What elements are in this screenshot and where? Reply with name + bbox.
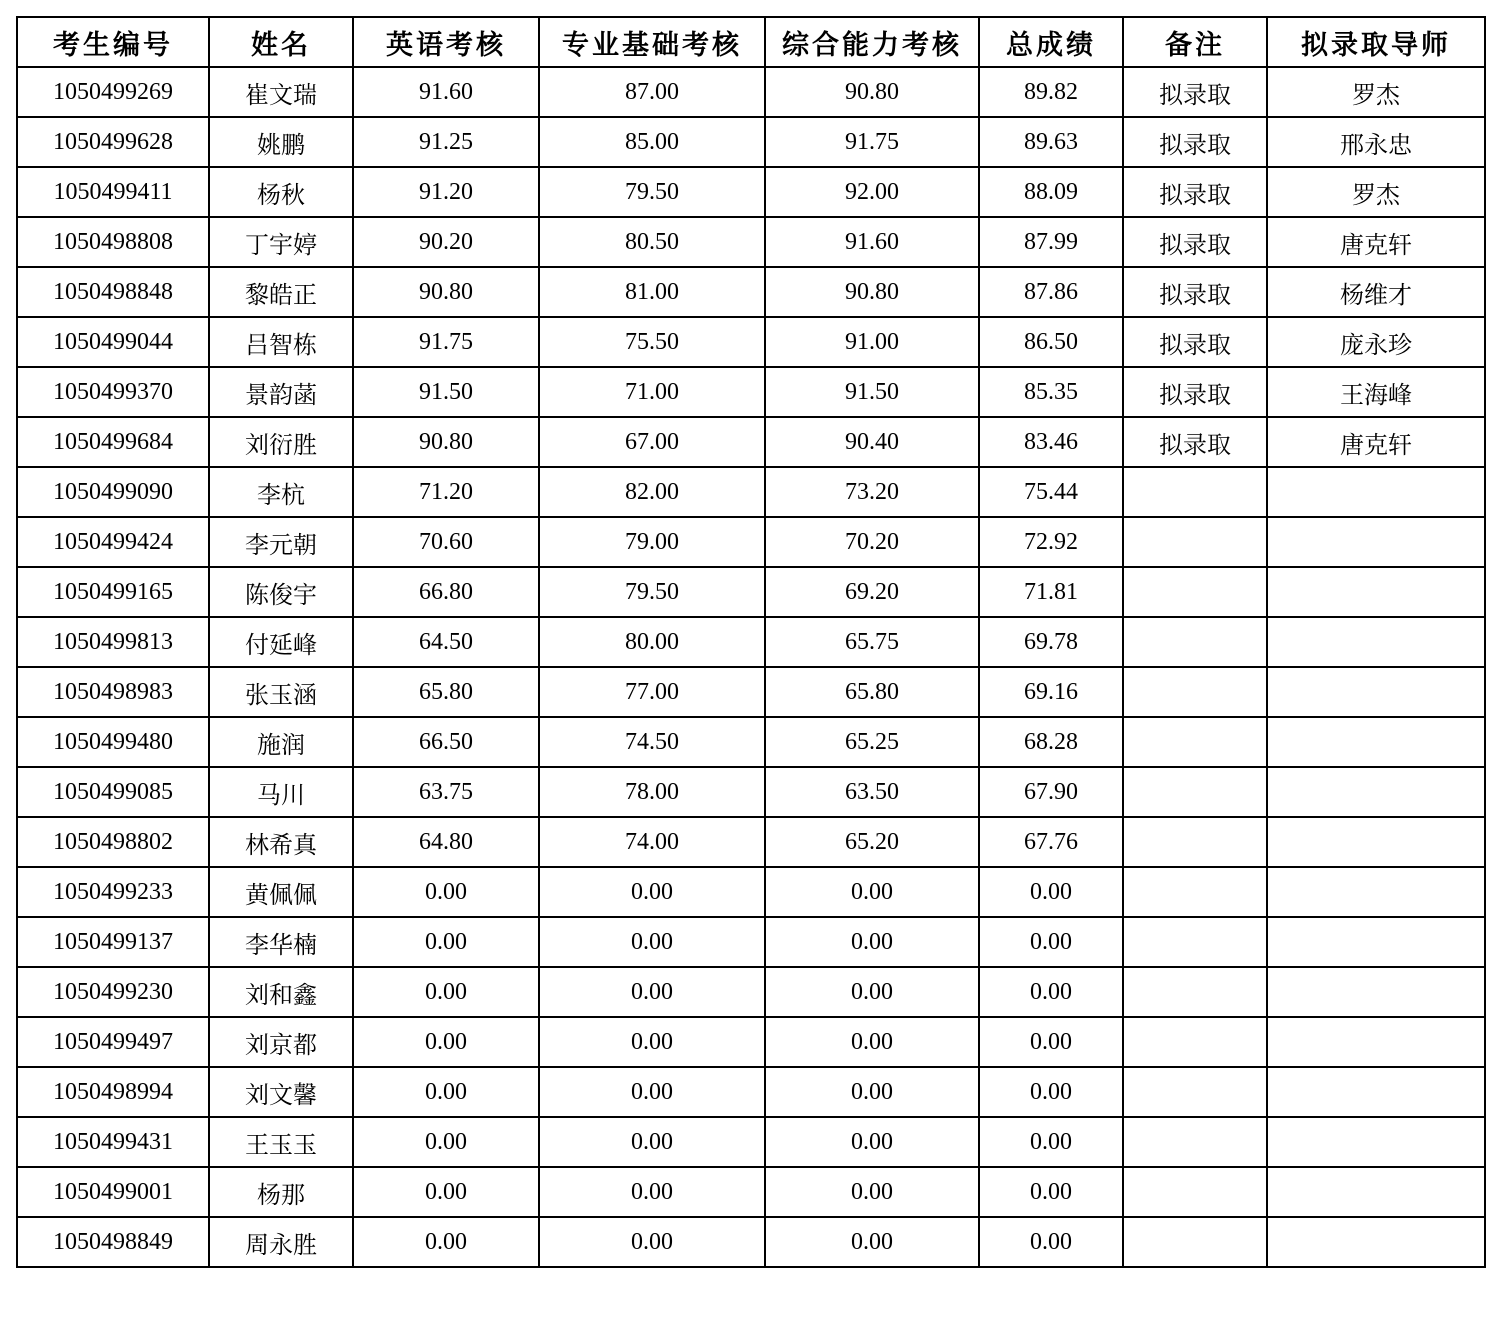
- cell-english-score: 65.80: [353, 667, 539, 717]
- table-row: [17, 467, 1485, 517]
- cell-english-score: 0.00: [353, 1117, 539, 1167]
- cell-comprehensive-score: 91.00: [765, 317, 979, 367]
- cell-professional-score: 0.00: [539, 1167, 765, 1217]
- table-header: [17, 17, 1485, 67]
- cell-name: 张玉涵: [209, 667, 353, 717]
- table-row: [17, 617, 1485, 667]
- cell-comprehensive-score: 0.00: [765, 967, 979, 1017]
- table-row: [17, 1217, 1485, 1267]
- cell-name: 林希真: [209, 817, 353, 867]
- cell-english-score: 0.00: [353, 967, 539, 1017]
- header-cell-total: 总成绩: [979, 17, 1123, 67]
- cell-comprehensive-score: 91.75: [765, 117, 979, 167]
- cell-remark: [1123, 1167, 1267, 1217]
- cell-advisor: [1267, 1167, 1485, 1217]
- cell-comprehensive-score: 0.00: [765, 1017, 979, 1067]
- header-cell-name: 姓名: [209, 17, 353, 67]
- cell-english-score: 91.20: [353, 167, 539, 217]
- cell-name: 施润: [209, 717, 353, 767]
- cell-english-score: 90.80: [353, 417, 539, 467]
- cell-english-score: 0.00: [353, 1167, 539, 1217]
- cell-total-score: 86.50: [979, 317, 1123, 367]
- cell-total-score: 83.46: [979, 417, 1123, 467]
- cell-candidate-id: 1050499269: [17, 67, 209, 117]
- cell-total-score: 85.35: [979, 367, 1123, 417]
- cell-total-score: 69.16: [979, 667, 1123, 717]
- cell-name: 黎皓正: [209, 267, 353, 317]
- cell-comprehensive-score: 0.00: [765, 867, 979, 917]
- cell-remark: [1123, 717, 1267, 767]
- header-cell-professional: 专业基础考核: [539, 17, 765, 67]
- cell-candidate-id: 1050499411: [17, 167, 209, 217]
- cell-name: 刘衍胜: [209, 417, 353, 467]
- cell-english-score: 0.00: [353, 1017, 539, 1067]
- cell-name: 刘和鑫: [209, 967, 353, 1017]
- cell-advisor: [1267, 767, 1485, 817]
- cell-total-score: 87.86: [979, 267, 1123, 317]
- cell-total-score: 0.00: [979, 917, 1123, 967]
- cell-english-score: 90.80: [353, 267, 539, 317]
- table-row: [17, 217, 1485, 267]
- cell-candidate-id: 1050499424: [17, 517, 209, 567]
- cell-remark: 拟录取: [1123, 117, 1267, 167]
- cell-total-score: 0.00: [979, 1067, 1123, 1117]
- cell-professional-score: 81.00: [539, 267, 765, 317]
- cell-remark: [1123, 517, 1267, 567]
- cell-candidate-id: 1050498808: [17, 217, 209, 267]
- cell-professional-score: 82.00: [539, 467, 765, 517]
- cell-professional-score: 75.50: [539, 317, 765, 367]
- cell-remark: [1123, 867, 1267, 917]
- cell-advisor: [1267, 1117, 1485, 1167]
- cell-total-score: 71.81: [979, 567, 1123, 617]
- cell-english-score: 70.60: [353, 517, 539, 567]
- cell-remark: 拟录取: [1123, 367, 1267, 417]
- header-cell-id: 考生编号: [17, 17, 209, 67]
- cell-name: 付延峰: [209, 617, 353, 667]
- cell-advisor: 罗杰: [1267, 167, 1485, 217]
- cell-total-score: 75.44: [979, 467, 1123, 517]
- table-row: [17, 817, 1485, 867]
- cell-candidate-id: 1050499480: [17, 717, 209, 767]
- cell-comprehensive-score: 0.00: [765, 1067, 979, 1117]
- cell-english-score: 91.25: [353, 117, 539, 167]
- cell-english-score: 0.00: [353, 917, 539, 967]
- table-row: [17, 367, 1485, 417]
- cell-remark: 拟录取: [1123, 417, 1267, 467]
- cell-professional-score: 80.50: [539, 217, 765, 267]
- cell-name: 吕智栋: [209, 317, 353, 367]
- table-body: [17, 67, 1485, 1267]
- cell-advisor: 邢永忠: [1267, 117, 1485, 167]
- cell-name: 周永胜: [209, 1217, 353, 1267]
- cell-remark: [1123, 1067, 1267, 1117]
- cell-english-score: 63.75: [353, 767, 539, 817]
- cell-professional-score: 87.00: [539, 67, 765, 117]
- cell-name: 姚鹏: [209, 117, 353, 167]
- cell-candidate-id: 1050499230: [17, 967, 209, 1017]
- cell-remark: [1123, 917, 1267, 967]
- cell-total-score: 88.09: [979, 167, 1123, 217]
- cell-advisor: 罗杰: [1267, 67, 1485, 117]
- cell-comprehensive-score: 69.20: [765, 567, 979, 617]
- cell-remark: [1123, 567, 1267, 617]
- cell-candidate-id: 1050499090: [17, 467, 209, 517]
- cell-remark: [1123, 967, 1267, 1017]
- cell-professional-score: 0.00: [539, 1067, 765, 1117]
- cell-remark: 拟录取: [1123, 217, 1267, 267]
- cell-comprehensive-score: 90.80: [765, 267, 979, 317]
- cell-remark: [1123, 1217, 1267, 1267]
- cell-total-score: 72.92: [979, 517, 1123, 567]
- cell-candidate-id: 1050499370: [17, 367, 209, 417]
- cell-english-score: 66.50: [353, 717, 539, 767]
- table-row: [17, 867, 1485, 917]
- cell-total-score: 68.28: [979, 717, 1123, 767]
- cell-candidate-id: 1050499165: [17, 567, 209, 617]
- cell-remark: 拟录取: [1123, 317, 1267, 367]
- cell-comprehensive-score: 91.50: [765, 367, 979, 417]
- table-row: [17, 567, 1485, 617]
- cell-advisor: [1267, 967, 1485, 1017]
- cell-total-score: 0.00: [979, 1117, 1123, 1167]
- cell-english-score: 0.00: [353, 867, 539, 917]
- cell-advisor: [1267, 1217, 1485, 1267]
- cell-advisor: 杨维才: [1267, 267, 1485, 317]
- cell-professional-score: 0.00: [539, 967, 765, 1017]
- table-row: [17, 967, 1485, 1017]
- cell-comprehensive-score: 0.00: [765, 1167, 979, 1217]
- cell-comprehensive-score: 90.80: [765, 67, 979, 117]
- table-row: [17, 267, 1485, 317]
- cell-comprehensive-score: 0.00: [765, 917, 979, 967]
- cell-name: 崔文瑞: [209, 67, 353, 117]
- cell-name: 丁宇婷: [209, 217, 353, 267]
- cell-name: 李杭: [209, 467, 353, 517]
- cell-advisor: [1267, 667, 1485, 717]
- cell-total-score: 67.76: [979, 817, 1123, 867]
- table-row: [17, 717, 1485, 767]
- table-row: [17, 417, 1485, 467]
- cell-candidate-id: 1050498983: [17, 667, 209, 717]
- cell-advisor: 王海峰: [1267, 367, 1485, 417]
- cell-total-score: 89.82: [979, 67, 1123, 117]
- cell-remark: [1123, 1017, 1267, 1067]
- cell-candidate-id: 1050499628: [17, 117, 209, 167]
- cell-total-score: 0.00: [979, 1167, 1123, 1217]
- table-row: [17, 1117, 1485, 1167]
- cell-comprehensive-score: 90.40: [765, 417, 979, 467]
- cell-name: 陈俊宇: [209, 567, 353, 617]
- cell-remark: 拟录取: [1123, 167, 1267, 217]
- cell-professional-score: 79.50: [539, 167, 765, 217]
- header-cell-remark: 备注: [1123, 17, 1267, 67]
- cell-candidate-id: 1050498802: [17, 817, 209, 867]
- cell-professional-score: 71.00: [539, 367, 765, 417]
- cell-english-score: 0.00: [353, 1217, 539, 1267]
- cell-remark: 拟录取: [1123, 267, 1267, 317]
- table-row: [17, 317, 1485, 367]
- cell-professional-score: 78.00: [539, 767, 765, 817]
- cell-total-score: 69.78: [979, 617, 1123, 667]
- cell-total-score: 89.63: [979, 117, 1123, 167]
- cell-candidate-id: 1050498848: [17, 267, 209, 317]
- cell-advisor: [1267, 867, 1485, 917]
- header-cell-comprehensive: 综合能力考核: [765, 17, 979, 67]
- table-row: [17, 517, 1485, 567]
- cell-comprehensive-score: 92.00: [765, 167, 979, 217]
- table-row: [17, 917, 1485, 967]
- cell-professional-score: 80.00: [539, 617, 765, 667]
- cell-professional-score: 0.00: [539, 917, 765, 967]
- cell-total-score: 67.90: [979, 767, 1123, 817]
- cell-candidate-id: 1050499233: [17, 867, 209, 917]
- table-row: [17, 767, 1485, 817]
- cell-professional-score: 79.00: [539, 517, 765, 567]
- cell-english-score: 71.20: [353, 467, 539, 517]
- cell-comprehensive-score: 65.25: [765, 717, 979, 767]
- cell-english-score: 91.50: [353, 367, 539, 417]
- cell-name: 杨那: [209, 1167, 353, 1217]
- cell-name: 李华楠: [209, 917, 353, 967]
- cell-candidate-id: 1050498849: [17, 1217, 209, 1267]
- cell-candidate-id: 1050499497: [17, 1017, 209, 1067]
- cell-candidate-id: 1050499001: [17, 1167, 209, 1217]
- cell-comprehensive-score: 63.50: [765, 767, 979, 817]
- table-row: [17, 1017, 1485, 1067]
- cell-candidate-id: 1050499044: [17, 317, 209, 367]
- cell-comprehensive-score: 65.75: [765, 617, 979, 667]
- cell-professional-score: 67.00: [539, 417, 765, 467]
- cell-advisor: 唐克轩: [1267, 217, 1485, 267]
- cell-english-score: 64.80: [353, 817, 539, 867]
- cell-advisor: [1267, 717, 1485, 767]
- header-cell-advisor: 拟录取导师: [1267, 17, 1485, 67]
- cell-professional-score: 0.00: [539, 1117, 765, 1167]
- cell-professional-score: 79.50: [539, 567, 765, 617]
- table-row: [17, 117, 1485, 167]
- cell-professional-score: 0.00: [539, 1017, 765, 1067]
- cell-english-score: 91.60: [353, 67, 539, 117]
- cell-remark: [1123, 767, 1267, 817]
- cell-remark: [1123, 467, 1267, 517]
- cell-english-score: 0.00: [353, 1067, 539, 1117]
- cell-name: 王玉玉: [209, 1117, 353, 1167]
- cell-advisor: [1267, 917, 1485, 967]
- cell-comprehensive-score: 0.00: [765, 1117, 979, 1167]
- cell-comprehensive-score: 70.20: [765, 517, 979, 567]
- cell-total-score: 0.00: [979, 867, 1123, 917]
- cell-total-score: 87.99: [979, 217, 1123, 267]
- cell-english-score: 91.75: [353, 317, 539, 367]
- cell-total-score: 0.00: [979, 1017, 1123, 1067]
- cell-professional-score: 74.50: [539, 717, 765, 767]
- cell-advisor: [1267, 1017, 1485, 1067]
- cell-advisor: 唐克轩: [1267, 417, 1485, 467]
- cell-remark: 拟录取: [1123, 67, 1267, 117]
- cell-remark: [1123, 617, 1267, 667]
- cell-advisor: [1267, 1067, 1485, 1117]
- cell-advisor: [1267, 517, 1485, 567]
- cell-advisor: [1267, 617, 1485, 667]
- score-table: [16, 16, 1486, 1268]
- cell-candidate-id: 1050499431: [17, 1117, 209, 1167]
- cell-english-score: 64.50: [353, 617, 539, 667]
- cell-total-score: 0.00: [979, 1217, 1123, 1267]
- cell-name: 马川: [209, 767, 353, 817]
- cell-comprehensive-score: 73.20: [765, 467, 979, 517]
- cell-name: 刘文馨: [209, 1067, 353, 1117]
- cell-advisor: [1267, 467, 1485, 517]
- cell-comprehensive-score: 65.80: [765, 667, 979, 717]
- cell-professional-score: 0.00: [539, 1217, 765, 1267]
- cell-candidate-id: 1050498994: [17, 1067, 209, 1117]
- cell-professional-score: 77.00: [539, 667, 765, 717]
- cell-comprehensive-score: 65.20: [765, 817, 979, 867]
- cell-name: 刘京都: [209, 1017, 353, 1067]
- cell-total-score: 0.00: [979, 967, 1123, 1017]
- cell-name: 景韵菡: [209, 367, 353, 417]
- cell-remark: [1123, 817, 1267, 867]
- cell-english-score: 66.80: [353, 567, 539, 617]
- cell-advisor: [1267, 817, 1485, 867]
- table-row: [17, 167, 1485, 217]
- cell-english-score: 90.20: [353, 217, 539, 267]
- header-row: [17, 17, 1485, 67]
- cell-candidate-id: 1050499813: [17, 617, 209, 667]
- cell-remark: [1123, 1117, 1267, 1167]
- cell-professional-score: 85.00: [539, 117, 765, 167]
- cell-professional-score: 74.00: [539, 817, 765, 867]
- cell-remark: [1123, 667, 1267, 717]
- cell-comprehensive-score: 91.60: [765, 217, 979, 267]
- header-cell-english: 英语考核: [353, 17, 539, 67]
- cell-comprehensive-score: 0.00: [765, 1217, 979, 1267]
- cell-candidate-id: 1050499684: [17, 417, 209, 467]
- table-row: [17, 1167, 1485, 1217]
- cell-candidate-id: 1050499137: [17, 917, 209, 967]
- table-row: [17, 67, 1485, 117]
- cell-advisor: [1267, 567, 1485, 617]
- table-row: [17, 667, 1485, 717]
- table-row: [17, 1067, 1485, 1117]
- cell-name: 李元朝: [209, 517, 353, 567]
- cell-professional-score: 0.00: [539, 867, 765, 917]
- cell-name: 黄佩佩: [209, 867, 353, 917]
- cell-advisor: 庞永珍: [1267, 317, 1485, 367]
- cell-name: 杨秋: [209, 167, 353, 217]
- cell-candidate-id: 1050499085: [17, 767, 209, 817]
